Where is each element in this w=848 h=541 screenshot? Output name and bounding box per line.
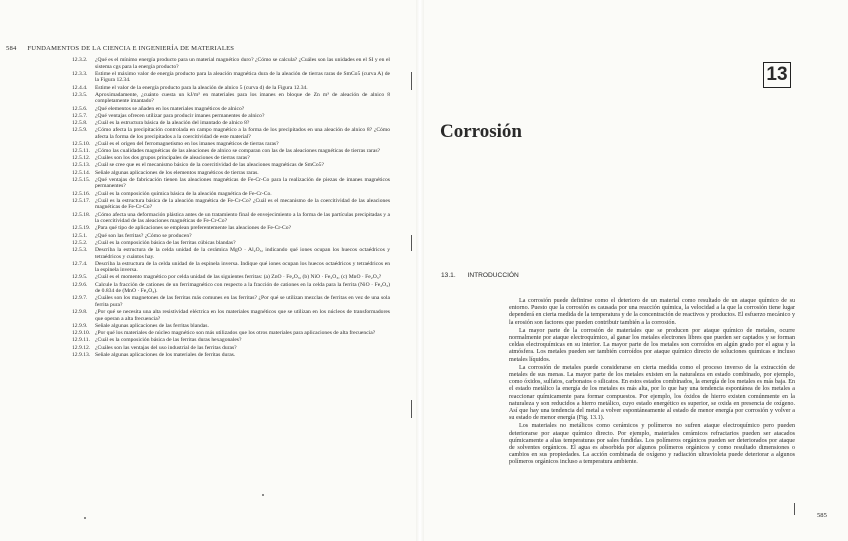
margin-mark — [411, 400, 412, 418]
question-number: 12.3.2. — [72, 57, 88, 63]
question-text: ¿Cuál es el momento magnético por celda unidad de las siguientes ferritas: (a) ZnO · Fe₂O₃, (b) NiO · Fe₂O₃, (c) MnO · Fe₂O₃? — [95, 274, 382, 281]
question-item — [72, 162, 390, 169]
running-head — [6, 45, 234, 52]
question-text: ¿Cuál es la estructura básica de la aleación del imantado de alnico 8? — [95, 119, 250, 126]
question-text: ¿Cuáles son las ventajas del uso industrial de las ferritas duras? — [95, 344, 237, 351]
question-text: ¿Cuál es el origen del ferromagnetismo en los imanes magnéticos de tierras raras? — [95, 140, 279, 147]
question-number: 12.9.12. — [72, 344, 91, 351]
question-text: ¿Qué ventajas de fabricación tienen las aleaciones magnéticas de Fe-Cr-Co para la realización de piezas de imanes magnéticos permanentes? — [95, 176, 390, 190]
question-text: Señale algunas aplicaciones de los elementos magnéticos de tierras raras. — [95, 169, 259, 176]
question-item — [72, 177, 390, 190]
question-number: 12.5.2. — [72, 239, 88, 246]
question-number: 12.3.5. — [72, 91, 88, 98]
question-text: ¿Cuál es la composición básica de las ferritas cúbicas blandas? — [95, 239, 236, 246]
body-text — [509, 298, 795, 468]
left-page — [0, 0, 416, 541]
question-text: Estime el máximo valor de energía producto para la aleación magnética dura de la aleación de tierras raras de SmCo5 (curva A) de la Figura 12.34. — [95, 70, 390, 84]
question-text: Señale algunas aplicaciones de las ferritas blandas. — [95, 323, 209, 329]
question-item — [72, 240, 390, 247]
body-paragraph: La corrosión puede definirse como el deterioro de un material como resultado de un ataque químico de su entorno. Puesto que la corrosión es causada por una reacción química, la velocidad a la que la corrosión tiene lugar dependerá en cierta medida de la temperatura y de la concentración de reactivos y productos. El esfuerzo mecánico y la erosión son factores que pueden contribuir también a la corrosión. — [509, 298, 795, 326]
question-item — [72, 85, 390, 92]
question-number: 12.9.5. — [72, 274, 88, 281]
question-number: 12.5.6. — [72, 105, 88, 112]
question-number: 12.9.8. — [72, 309, 88, 316]
question-item — [72, 148, 390, 155]
left-page-number: 584 — [6, 45, 17, 52]
question-item — [72, 120, 390, 127]
question-number: 12.9.7. — [72, 295, 88, 302]
question-number: 12.5.10. — [72, 140, 91, 147]
question-item — [72, 274, 390, 281]
question-list — [72, 57, 390, 359]
question-number: 12.5.12. — [72, 155, 91, 162]
section-heading — [441, 272, 519, 279]
question-text: ¿Cuáles son los magnetones de las ferritas más comunes en las ferritas? ¿Por qué se utilizan mezclas de ferritas en vez de una sola ferrita pura? — [95, 295, 390, 309]
question-text: ¿Cuál es la composición química básica de la aleación magnética de Fe-Cr-Co. — [95, 190, 272, 197]
question-text: ¿Por qué los materiales de núcleo magnético son más utilizados que los otros materiales para aplicaciones de alta frecuencia? — [95, 330, 376, 337]
question-number: 12.5.11. — [72, 148, 90, 155]
question-number: 12.9.9. — [72, 323, 88, 329]
question-number: 12.7.4. — [72, 260, 88, 267]
question-text: ¿Qué es el mínimo energía producto para un material magnético duro? ¿Cómo se calcula? ¿Cuáles son las unidades en el SI y en el sistema cgs para la energía producto? — [95, 57, 390, 70]
scan-speck — [262, 494, 264, 496]
question-number: 12.5.15. — [72, 176, 91, 183]
running-head-title: FUNDAMENTOS DE LA CIENCIA E INGENIERÍA DE MATERIALES — [27, 45, 235, 52]
question-item — [72, 225, 390, 232]
question-item — [72, 71, 390, 84]
question-number: 12.9.10. — [72, 330, 91, 337]
question-item — [72, 57, 390, 70]
margin-mark — [411, 235, 412, 251]
question-number: 12.9.6. — [72, 281, 88, 288]
question-text: ¿Cuál es la estructura básica de la aleación magnética de Fe-Cr-Co? ¿Cuál es el mecanismo de la coercitividad de las aleaciones magnéticas de Fe-Cr-Co? — [95, 197, 390, 211]
margin-mark — [411, 72, 412, 90]
question-item — [72, 330, 390, 337]
question-text: Aproximadamente, ¿cuánto cuesta un kJ/m³ en materiales para los imanes en bloque de Zn m³ de aleación de alnico 8 completamente imantado? — [95, 91, 390, 105]
question-text: Calcule la fracción de cationes de un ferrimagnético con respecto a la fracción de cationes en la celda para la ferrita (NiO · Fe₂O₃) de 0.834 de (MnO · Fe₂O₃). — [95, 281, 390, 295]
question-item — [72, 352, 390, 359]
question-text: ¿Cómo afecta una deformación plástica antes de un tratamiento final de envejecimiento a la forma de las partículas precipitadas y a la coercitividad de las aleaciones magnéticas de Fe-Cr-Co? — [95, 211, 390, 225]
question-text: ¿Qué elementos se añaden en los materiales magnéticos de alnico? — [95, 105, 245, 112]
book-spine — [416, 0, 424, 541]
section-number: 13.1. — [441, 272, 456, 279]
question-text: ¿Cómo las cualidades magnéticas de las aleaciones de alnico se comparan con las de las aleaciones magnéticas de tierras raras? — [95, 148, 380, 155]
question-number: 12.5.3. — [72, 246, 88, 253]
question-number: 12.5.17. — [72, 197, 91, 204]
question-item — [72, 191, 390, 198]
body-paragraph: La corrosión de metales puede considerarse en cierta medida como el proceso inverso de la extracción de metales de sus menas. La mayor parte de los metales existen en la naturaleza en estado combinado, por ejemplo, como óxidos, sulfatos, carbonatos o silicatos. En estos estados combinados, la energía de los metales es más baja. En el estado metálico la energía de los metales es más alta, por lo que hay una tendencia espontánea de los metales a reaccionar químicamente para formar compuestos. Por ejemplo, los óxidos de hierro existen comúnmente en la naturaleza y son reducidos a hierro metálico, cuyo estado energético es superior, se oxida en presencia de oxígeno. Así que hay una tendencia del metal a volver espontáneamente al estado de menor energía por corrosión y volver a su estado de menor energía (Fig. 13.1). — [509, 364, 795, 422]
question-text: ¿Cómo afecta la precipitación controlada en campo magnético a la forma de los precipitados en una aleación de alnico 8? ¿Cómo afecta la forma de los precipitados a la coercitividad de este material? — [95, 127, 390, 140]
question-item — [72, 345, 390, 352]
question-item — [72, 141, 390, 148]
question-item — [72, 170, 390, 177]
question-text: Estime el valor de la energía producto para la aleación de alnico 5 (curva d) de la Figura 12.34. — [95, 84, 308, 91]
chapter-title: Corrosión — [440, 121, 522, 142]
question-text: ¿Para qué tipo de aplicaciones se emplean preferentemente las aleaciones de Fe-Cr-Co? — [95, 225, 292, 232]
question-text: ¿Cuáles son los dos grupos principales de aleaciones de tierras raras? — [95, 155, 250, 162]
question-number: 12.4.4. — [72, 84, 88, 91]
question-item — [72, 282, 390, 295]
question-text: ¿Qué ventajas ofrecen utilizar para producir imanes permanentes de alnico? — [95, 112, 265, 119]
question-number: 12.5.13. — [72, 162, 91, 169]
question-number: 12.3.3. — [72, 70, 88, 77]
chapter-number: 13 — [766, 64, 788, 85]
question-text: Describa la estructura de la celda unidad de la cerámica MgO · Al₂O₃, indicando qué iones ocupan los huecos octaédricos y tetraédricos y cuántos hay. — [95, 246, 390, 260]
question-item — [72, 106, 390, 113]
margin-mark — [794, 503, 795, 515]
right-page-number: 585 — [817, 512, 827, 519]
question-item — [72, 323, 390, 330]
right-page — [424, 0, 848, 541]
question-item — [72, 233, 390, 240]
question-text: Describa la estructura de la celda unidad de la espinela inversa. Indique qué iones ocupan los huecos octaédricos y tetraédricos en la espinela inversa. — [95, 260, 390, 274]
question-text: ¿Por qué se necesita una alta resistividad eléctrica en los materiales magnéticos que se utilizan en los núcleos de transformadores que operan a alta frecuencia? — [95, 309, 390, 322]
question-item — [72, 198, 390, 211]
question-number: 12.5.8. — [72, 119, 88, 126]
question-number: 12.5.1. — [72, 232, 88, 239]
question-item — [72, 127, 390, 140]
chapter-number-box — [763, 62, 791, 88]
question-text: ¿Cuál es la composición básica de las ferritas duras hexagonales? — [95, 337, 242, 344]
question-number: 12.9.11. — [72, 337, 90, 344]
question-number: 12.5.9. — [72, 127, 88, 134]
question-item — [72, 337, 390, 344]
question-text: ¿Qué son las ferritas? ¿Cómo se producen? — [95, 232, 192, 239]
question-number: 12.5.16. — [72, 190, 91, 197]
question-item — [72, 261, 390, 274]
question-item — [72, 113, 390, 120]
question-item — [72, 212, 390, 225]
question-item — [72, 92, 390, 105]
question-item — [72, 309, 390, 322]
question-number: 12.9.13. — [72, 351, 91, 358]
question-number: 12.5.7. — [72, 112, 88, 119]
question-number: 12.5.18. — [72, 211, 91, 218]
question-number: 12.5.14. — [72, 169, 91, 176]
question-text: Señale algunas aplicaciones de los materiales de ferritas duras. — [95, 351, 236, 358]
question-item — [72, 247, 390, 260]
section-title: INTRODUCCIÓN — [467, 272, 519, 279]
question-number: 12.5.19. — [72, 225, 91, 232]
question-item — [72, 155, 390, 162]
question-text: ¿Cuál se cree que es el mecanismo básico de la coercitividad de las aleaciones magnéticas de SmCo5? — [95, 162, 324, 169]
question-item — [72, 295, 390, 308]
body-paragraph: La mayor parte de la corrosión de materiales que se producen por ataque químico de metales, ocurre normalmente por ataque electroquímico, al ganar los metales electrones libres que pueden ser captados y se forman celdas electroquímicas en su interior. La mayor parte de los metales son corroídos en algún grado por el agua y la atmósfera. Los metales pueden ser también corroídos por ataque químico directo de soluciones químicas e incluso metales líquidos. — [509, 327, 795, 363]
body-paragraph: Los materiales no metálicos como cerámicos y polímeros no sufren ataque electroquímico pero pueden deteriorarse por ataque químico directo. Por ejemplo, materiales cerámicos refractarios pueden ser atacados químicamente a altas temperaturas por sales fundidas. Los polímeros orgánicos pueden ser deteriorados por ataque de solventes orgánicos. El agua es absorbida por algunos polímeros orgánicos y como resultado dimensiones o cambios en sus propiedades. La acción combinada de oxígeno y radiación ultravioleta puede deteriorar a algunos polímeros orgánicos incluso a temperatura ambiente. — [509, 423, 795, 466]
scan-speck — [84, 517, 86, 519]
